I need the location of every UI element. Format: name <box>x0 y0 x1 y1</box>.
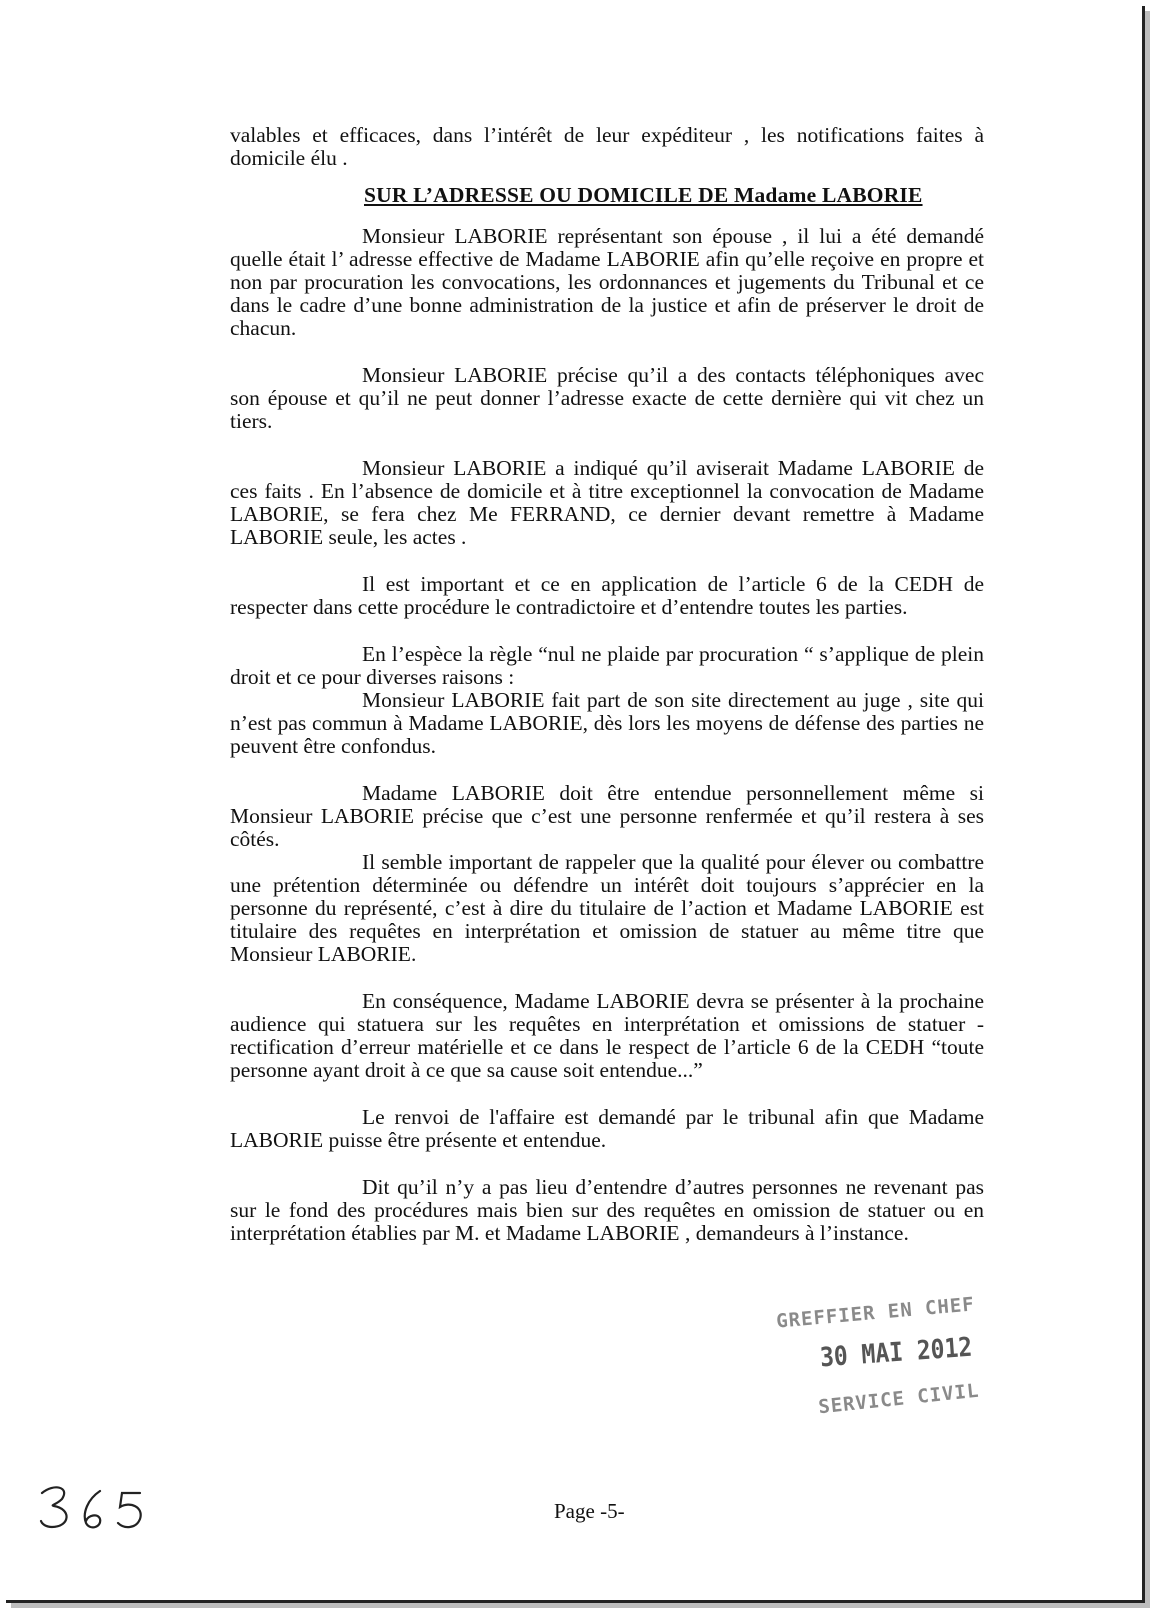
handwritten-365-signature <box>36 1481 156 1541</box>
paragraph-5: En l’espèce la règle “nul ne plaide par procuration “ s’applique de plein droit et ce pour diverses raisons : <box>230 642 984 689</box>
page-number: Page -5- <box>554 1499 625 1523</box>
paragraph-6: Madame LABORIE doit être entendue personnellement même si Monsieur LABORIE précise que c’est une personne renfermée et qu’il restera à ses côtés. <box>230 781 984 851</box>
document-page <box>6 6 1145 1603</box>
paragraph-4: Il est important et ce en application de l’article 6 de la CEDH de respecter dans cette procédure le contradictoire et d’entendre toutes les parties. <box>230 572 984 619</box>
paragraph-8: En conséquence, Madame LABORIE devra se présenter à la prochaine audience qui statuera sur les requêtes en interprétation et omissions de statuer - rectification d’erreur matérielle et ce dans le respect de l’article 6 de la CEDH “toute personne ayant droit à ce que sa cause soit entendue...” <box>230 989 984 1082</box>
stamp-line-date: 30 MAI 2012 <box>819 1332 974 1374</box>
document-body <box>230 124 984 1245</box>
handwritten-page-number <box>36 1481 156 1546</box>
paragraph-5b: Monsieur LABORIE fait part de son site directement au juge , site qui n’est pas commun à Madame LABORIE, dès lors les moyens de défense des parties ne peuvent être confondus. <box>230 688 984 758</box>
paragraph-7: Il semble important de rappeler que la qualité pour élever ou combattre une prétention déterminée ou défendre un intérêt doit toujours s’apprécier en la personne du représenté, c’est à dire du titulaire de l’action et Madame LABORIE est titulaire des requêtes en interprétation et omission de statuer au même titre que Monsieur LABORIE. <box>230 850 984 966</box>
paragraph-9: Le renvoi de l'affaire est demandé par le tribunal afin que Madame LABORIE puisse être présente et entendue. <box>230 1105 984 1152</box>
court-clerk-stamp <box>766 1288 996 1438</box>
paragraph-2: Monsieur LABORIE précise qu’il a des contacts téléphoniques avec son épouse et qu’il ne peut donner l’adresse exacte de cette dernière qui vit chez un tiers. <box>230 363 984 433</box>
section-title: SUR L’ADRESSE OU DOMICILE DE Madame LABORIE <box>364 183 923 207</box>
opening-lines: valables et efficaces, dans l’intérêt de leur expéditeur , les notifications faites à domicile élu . <box>230 123 984 170</box>
stamp-line-greffier: GREFFIER EN CHEF <box>775 1293 976 1333</box>
paragraph-10: Dit qu’il n’y a pas lieu d’entendre d’autres personnes ne revenant pas sur le fond des procédures mais bien sur des requêtes en omission de statuer ou en interprétation établies par M. et Madame LABORIE , demandeurs à l’instance. <box>230 1175 984 1245</box>
paragraph-3: Monsieur LABORIE a indiqué qu’il aviserait Madame LABORIE de ces faits . En l’absence de domicile et à titre exceptionnel la convocation de Madame LABORIE, se fera chez Me FERRAND, ce dernier devant remettre à Madame LABORIE seule, les actes . <box>230 456 984 549</box>
paragraph-1: Monsieur LABORIE représentant son épouse , il lui a été demandé quelle était l’ adresse effective de Madame LABORIE afin qu’elle reçoive en propre et non par procuration les convocations, les ordonnances et jugements du Tribunal et ce dans le cadre d’une bonne administration de la justice et afin de préserver le droit de chacun. <box>230 224 984 340</box>
stamp-line-service: SERVICE CIVIL <box>817 1379 981 1419</box>
